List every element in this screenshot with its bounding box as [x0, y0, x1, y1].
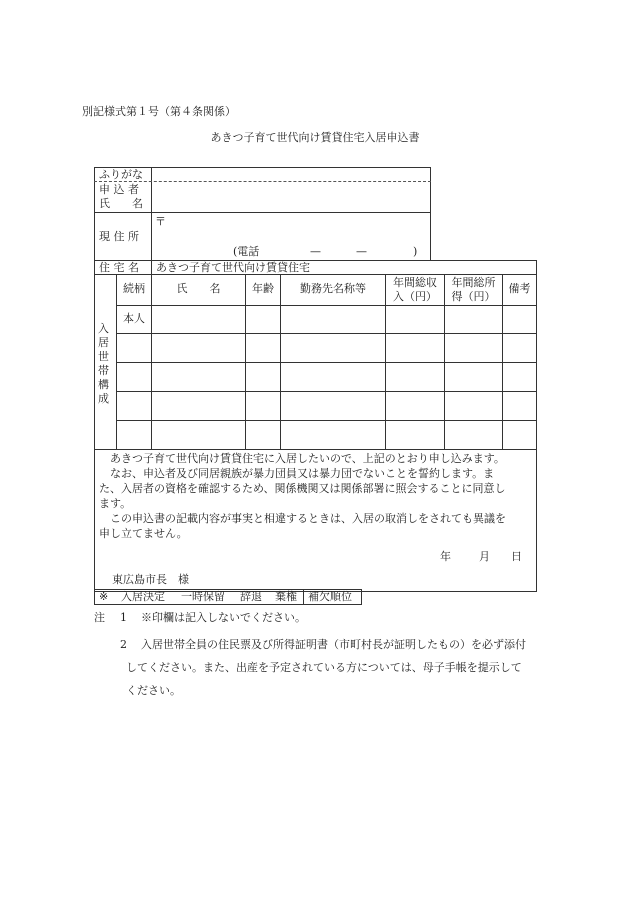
- phone-close: ): [413, 245, 418, 258]
- form-number: 別記様式第１号（第４条関係）: [82, 105, 236, 118]
- housing-value: あきつ子育て世代向け賃貸住宅: [156, 261, 310, 274]
- postal-mark: 〒: [155, 215, 166, 228]
- declaration-line-3: た、入居者の資格を確認するため、関係機関又は関係部署に照会することに同意し: [99, 482, 506, 495]
- declaration-line-4: ます。: [99, 497, 132, 510]
- col-income-2: 入（円）: [393, 290, 437, 303]
- office-item-abstain: 棄権: [275, 590, 297, 603]
- col-earnings-2: 得（円）: [451, 290, 496, 303]
- declaration-line-6: 申し立てません。: [99, 527, 188, 540]
- col-earnings-1: 年間総所: [451, 276, 496, 289]
- phone-dash-2: —: [356, 245, 367, 258]
- note-2-line-3: ください。: [126, 684, 181, 697]
- declaration-line-5: この申込書の記載内容が事実と相違するときは、入居の取消しをされても異議を: [99, 512, 506, 525]
- form-title: あきつ子育て世代向け賃貸住宅入居申込書: [210, 131, 420, 144]
- date-day-label: 日: [511, 550, 522, 563]
- applicant-name-label-2: 氏 名: [99, 197, 143, 210]
- col-workplace: 勤務先名称等: [300, 282, 366, 295]
- declaration-line-1: あきつ子育て世代向け賃貸住宅に入居したいので、上記のとおり申し込みます。: [99, 452, 505, 465]
- row-self-relation: 本人: [123, 312, 145, 325]
- office-item-decision: 入居決定: [121, 590, 165, 603]
- declaration-line-2: なお、申込者及び同居親族が暴力団員又は暴力団でないことを誓約します。ま: [99, 467, 495, 480]
- note-2-number: 2: [120, 638, 127, 651]
- note-1-number: 1: [120, 611, 127, 624]
- note-2-line-2: してください。また、出産を予定されている方については、母子手帳を提示して: [126, 661, 522, 674]
- office-item-hold: 一時保留: [181, 590, 225, 603]
- office-use-mark: ※: [99, 590, 109, 603]
- col-income-1: 年間総収: [393, 276, 437, 289]
- note-2-line-1: 入居世帯全員の住民票及び所得証明書（市町村長が証明したもの）を必ず添付: [141, 638, 526, 651]
- address-label: 現 住 所: [99, 230, 139, 243]
- date-year-label: 年: [440, 550, 451, 563]
- col-remarks: 備考: [508, 282, 531, 295]
- applicant-name-label-1: 申 込 者: [99, 183, 139, 196]
- phone-label: (電話: [233, 245, 260, 258]
- phone-dash-1: —: [310, 245, 321, 258]
- col-relation: 続柄: [123, 282, 145, 295]
- housing-label: 住 宅 名: [99, 261, 139, 274]
- date-month-label: 月: [479, 550, 490, 563]
- note-1-text: ※印欄は記入しないでください。: [141, 611, 306, 624]
- addressee: 東広島市長 様: [112, 573, 189, 586]
- furigana-label: ふりがな: [99, 168, 143, 181]
- office-item-waitlist: 補欠順位: [308, 590, 352, 603]
- col-age: 年齢: [252, 282, 274, 295]
- household-side-label: 入居世帯構成: [98, 322, 109, 405]
- office-item-decline: 辞退: [240, 590, 262, 603]
- notes-prefix: 注: [94, 611, 105, 624]
- col-name: 氏 名: [176, 282, 221, 295]
